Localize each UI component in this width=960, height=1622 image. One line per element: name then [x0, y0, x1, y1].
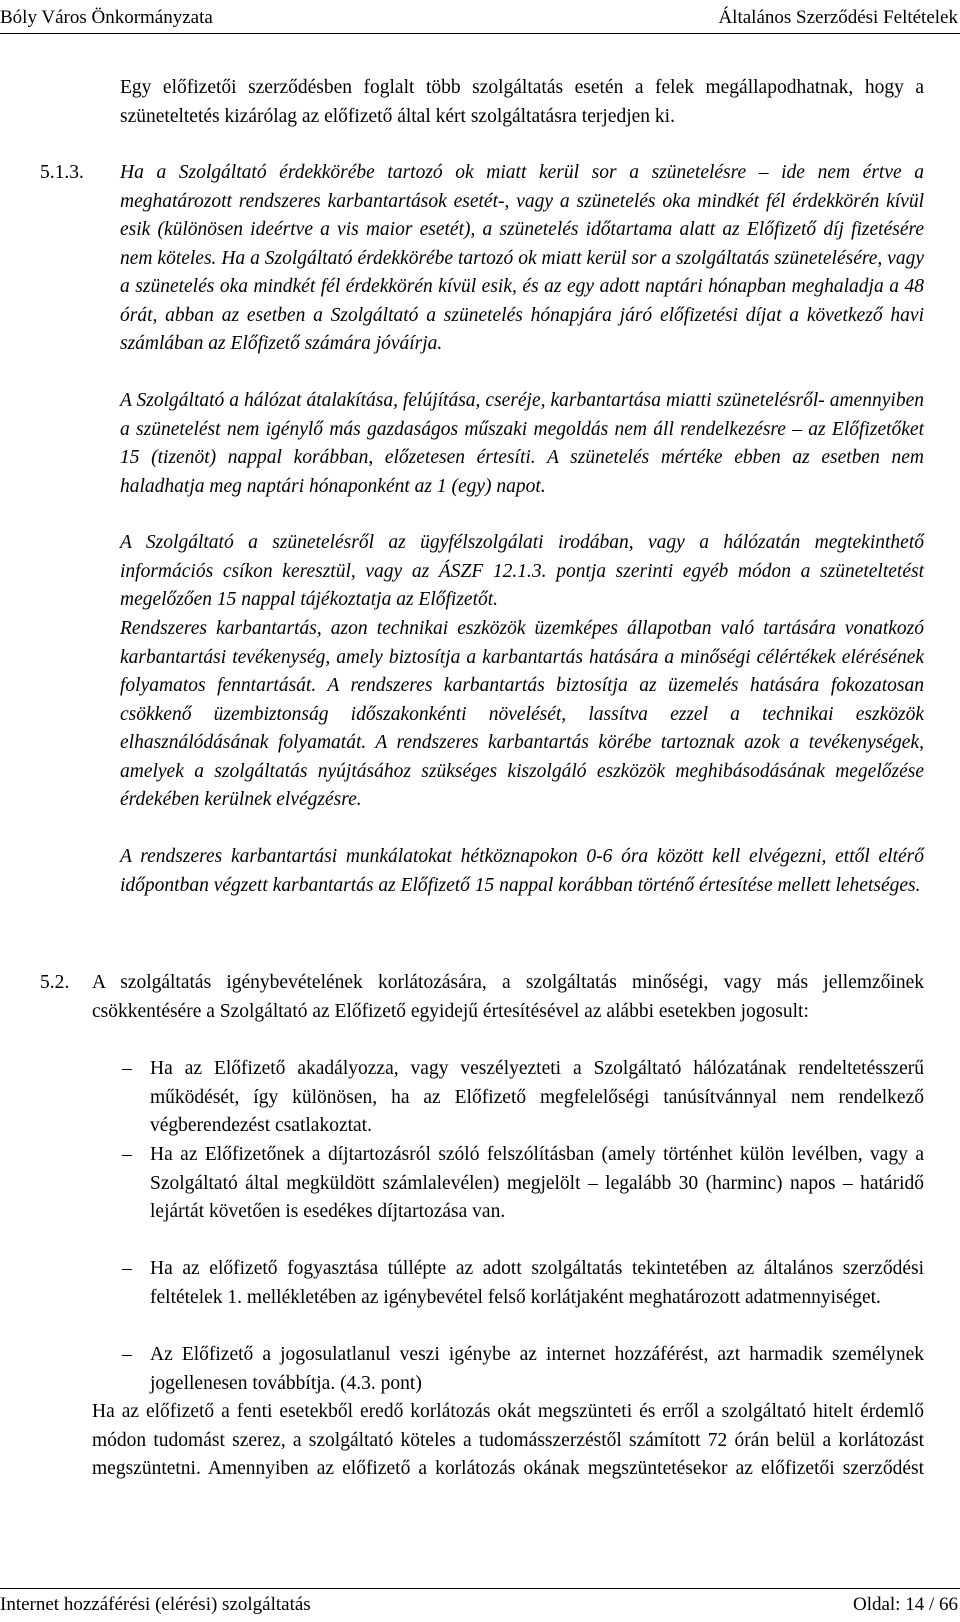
section-5-1-3-paragraph-2: A Szolgáltató a hálózat átalakítása, felújítása, cseréje, karbantartása miatti szünetelésről- amennyiben a szünetelést nem igénylő más gazdaságos műszaki megoldás nem áll rendelkezésre – az Előfizetőket 15 (tizenöt) nappal korábban, előzetesen értesíti. A szünetelés mértéke ebben az esetben nem haladhatja meg naptári hónaponként az 1 (egy) napot.	[120, 390, 924, 497]
section-5-1-3-paragraph-4: Rendszeres karbantartás, azon technikai eszközök üzemképes állapotban való tartására vonatkozó karbantartási tevékenység, amely biztosítja a karbantartás hatására a minőségi célértékek elérésének folyamatos fenntartását. A rendszeres karbantartás biztosítja az üzemelés hatására fokozatosan csökkenő üzembiztonság időszakonkénti növelését, lassítva ezzel a technikai eszközök elhasználódásának folyamatát. A rendszeres karbantartás körébe tartoznak azok a tevékenységek, amelyek a szolgáltatás nyújtásához szükséges kiszolgáló eszközök meghibásodásának megelőzése érdekében kerülnek elvégzésre.	[120, 618, 924, 810]
section-number-5-2: 5.2.	[40, 972, 70, 993]
section-5-1-3-paragraph-5: A rendszeres karbantartási munkálatokat hétköznapokon 0-6 óra között kell elvégezni, ettől eltérő időpontban végzett karbantartás az Előfizető 15 nappal korábban történő értesítése mellett lehetséges.	[120, 846, 924, 896]
header-divider	[0, 33, 960, 34]
header-doc-title: Általános Szerződési Feltételek	[718, 7, 958, 28]
bullet-dash: –	[122, 1058, 132, 1079]
bullet-dash: –	[122, 1344, 132, 1365]
section-number-5-1-3: 5.1.3.	[40, 162, 84, 183]
list-item: Az Előfizető a jogosulatlanul veszi igénybe az internet hozzáférést, azt harmadik személynek jogellenesen továbbítja. (4.3. pont)	[150, 1344, 924, 1394]
section-5-1-3-paragraph-1: Ha a Szolgáltató érdekkörébe tartozó ok miatt kerül sor a szünetelésre – ide nem értve a meghatározott rendszeres karbantartások esetét-, vagy a szünetelés oka mindkét fél érdekkörén kívül esik (különösen ideértve a vis maior esetét), a szünetelés időtartama alatt az Előfizető díj fizetésére nem köteles. Ha a Szolgáltató érdekkörébe tartozó ok miatt kerül sor a szolgáltatás szünetelésére, vagy a szünetelés oka mindkét fél érdekkörén kívül esik, és az egy adott naptári hónapban meghaladja a 48 órát, abban az esetben a Szolgáltató a szünetelés hónapjára járó előfizetési díjat a következő havi számlában az Előfizető számára jóváírja.	[120, 162, 924, 354]
list-item: Ha az Előfizető akadályozza, vagy veszélyezteti a Szolgáltató hálózatának rendeltetésszerű működését, így különösen, ha az Előfizető megfelelőségi tanúsítvánnyal nem rendelkező végberendezést csatlakoztat.	[150, 1058, 924, 1136]
intro-paragraph: Egy előfizetői szerződésben foglalt több szolgáltatás esetén a felek megállapodhatnak, hogy a szüneteltetés kizárólag az előfizető által kért szolgáltatásra terjedjen ki.	[120, 77, 924, 127]
closing-paragraph: Ha az előfizető a fenti esetekből eredő korlátozás okát megszünteti és erről a szolgáltató hitelt érdemlő módon tudomást szerez, a szolgáltató köteles a tudomásszerzéstől számított 72 órán belül a korlátozást megszüntetni. Amennyiben az előfizető a korlátozás okának megszüntetésekor az előfizetői szerződést	[92, 1401, 924, 1479]
footer-service-name: Internet hozzáférési (elérési) szolgáltatás	[0, 1594, 311, 1615]
bullet-dash: –	[122, 1144, 132, 1165]
list-item: Ha az Előfizetőnek a díjtartozásról szóló felszólításban (amely történhet külön levélben, vagy a Szolgáltató által megküldött számlalevélen) megjelölt – legalább 30 (harminc) napos – határidő lejártát követően is esedékes díjtartozása van.	[150, 1144, 924, 1222]
header-org: Bóly Város Önkormányzata	[0, 7, 213, 28]
bullet-dash: –	[122, 1258, 132, 1279]
list-item: Ha az előfizető fogyasztása túllépte az adott szolgáltatás tekintetében az általános szerződési feltételek 1. mellékletében az igénybevétel felső korlátjaként meghatározott adatmennyiséget.	[150, 1258, 924, 1308]
footer-divider	[0, 1588, 960, 1589]
section-5-1-3-paragraph-3: A Szolgáltató a szünetelésről az ügyfélszolgálati irodában, vagy a hálózatán megtekinthető információs csíkon keresztül, vagy az ÁSZF 12.1.3. pontja szerinti egyéb módon a szüneteltetést megelőzően 15 nappal tájékoztatja az Előfizetőt.	[120, 532, 924, 610]
page-number: Oldal: 14 / 66	[852, 1594, 958, 1615]
section-5-2-paragraph: A szolgáltatás igénybevételének korlátozására, a szolgáltatás minőségi, vagy más jellemzőinek csökkentésére a Szolgáltató az Előfizető egyidejű értesítésével az alábbi esetekben jogosult:	[92, 972, 924, 1022]
